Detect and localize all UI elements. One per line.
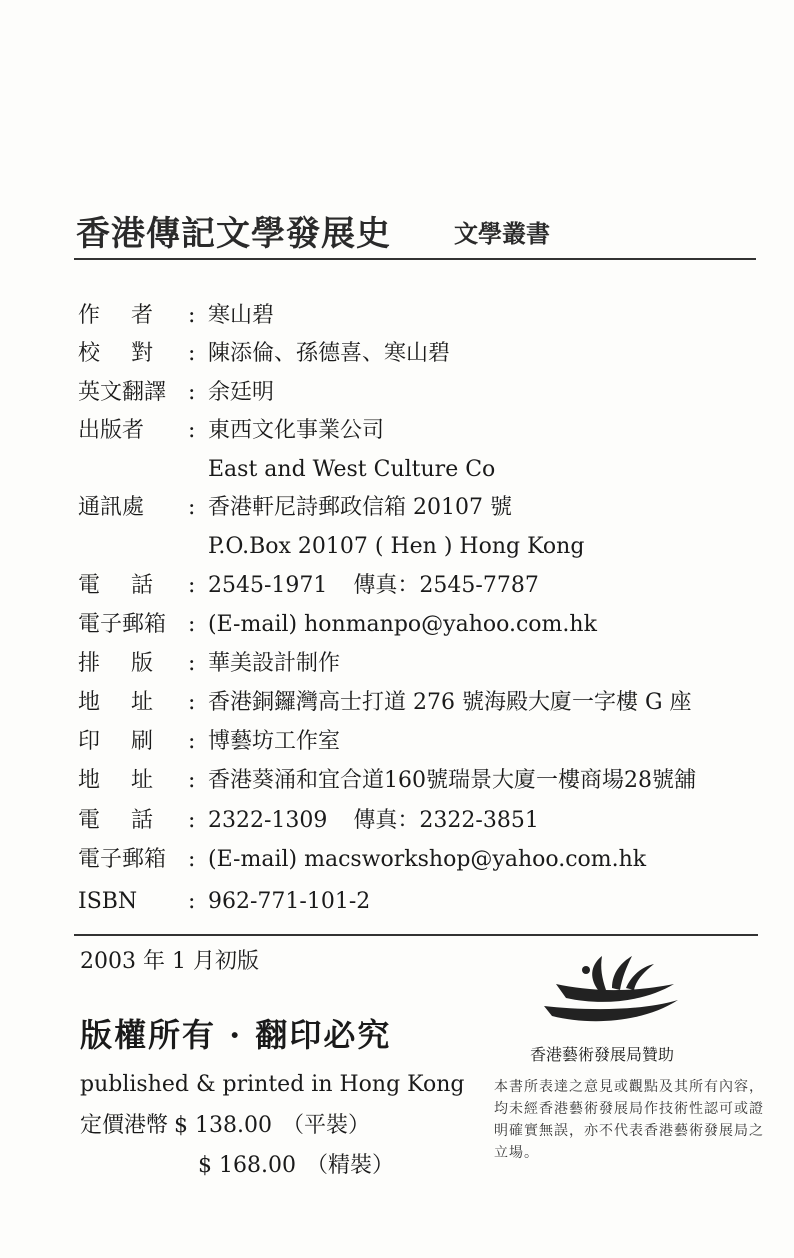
printed-in-line: published & printed in Hong Kong (80, 1072, 465, 1097)
credit-label: 電 話 (78, 573, 165, 598)
colon-separator: : (188, 729, 196, 754)
fax-number: 傳真：2545-7787 (353, 573, 539, 598)
credit-label: 地 址 (78, 690, 165, 715)
credit-value: (E-mail) macsworkshop@yahoo.com.hk (208, 847, 647, 872)
credit-value: 陳添倫、孫德喜、寒山碧 (208, 341, 451, 366)
credit-label: 排 版 (78, 651, 165, 676)
credit-row-address (0, 490, 794, 526)
credit-value: East and West Culture Co (208, 457, 496, 482)
binding-type: （平裝） (281, 1113, 370, 1138)
colon-separator: : (188, 889, 196, 914)
credit-value: 香港軒尼詩郵政信箱 20107 號 (208, 495, 512, 520)
price-amount: $ 168.00 (198, 1153, 296, 1178)
credit-row-address-en (0, 529, 794, 565)
credit-label: 電子郵箱 (78, 612, 167, 637)
price-amount: $ 138.00 (174, 1113, 272, 1138)
hkadc-logo-icon (540, 950, 680, 1030)
credit-row-author (0, 298, 794, 334)
credit-value: 博藝坊工作室 (208, 729, 341, 754)
credit-row-printer (0, 724, 794, 760)
colon-separator: : (188, 612, 196, 637)
credit-label: 印 刷 (78, 729, 165, 754)
edition-line: 2003 年 1 月初版 (80, 949, 259, 974)
title-row (76, 200, 756, 252)
credit-row-typesetting (0, 646, 794, 682)
colon-separator: : (188, 573, 196, 598)
credit-value (208, 568, 539, 604)
colon-separator: : (188, 303, 196, 328)
price-label: 定價港幣 (80, 1113, 169, 1138)
price-paperback (80, 1108, 370, 1139)
credit-value: P.O.Box 20107 ( Hen ) Hong Kong (208, 534, 585, 559)
credit-value: 東西文化事業公司 (208, 418, 385, 443)
credit-row-printer-phone (0, 803, 794, 839)
credit-label: 作 者 (78, 303, 165, 328)
credit-value: 962-771-101-2 (208, 889, 371, 914)
credit-value: 余廷明 (208, 380, 275, 405)
price-hardcover (192, 1148, 394, 1179)
credit-row-publisher-en (0, 452, 794, 488)
colon-separator: : (188, 847, 196, 872)
credit-label: 校 對 (78, 341, 165, 366)
colon-separator: : (188, 495, 196, 520)
colon-separator: : (188, 341, 196, 366)
credit-label: ISBN (78, 889, 138, 914)
credit-value: 華美設計制作 (208, 651, 341, 676)
credit-row-isbn (0, 884, 794, 920)
sponsor-disclaimer: 本書所表達之意見或觀點及其所有內容，均未經香港藝術發展局作技術性認可或證明確實無誤，亦不代表香港藝術發展局之立場。 (494, 1079, 764, 1161)
fax-number: 傳真：2322-3851 (353, 808, 539, 833)
credit-value: (E-mail) honmanpo@yahoo.com.hk (208, 612, 597, 637)
credit-value: 香港銅鑼灣高士打道 276 號海殿大廈一字樓 G 座 (208, 690, 692, 715)
credit-label: 地 址 (78, 768, 165, 793)
credit-label: 電子郵箱 (78, 847, 167, 872)
book-title: 香港傳記文學發展史 (76, 214, 391, 254)
colon-separator: : (188, 808, 196, 833)
credit-value (208, 803, 539, 839)
credit-label: 英文翻譯 (78, 380, 167, 405)
credit-row-translator (0, 375, 794, 411)
phone-number: 2545-1971 (208, 573, 328, 598)
credit-value: 香港葵涌和宜合道160號瑞景大廈一樓商場28號舖 (208, 768, 696, 793)
sponsor-name: 香港藝術發展局贊助 (530, 1045, 675, 1064)
colon-separator: : (188, 690, 196, 715)
credit-row-printer-email (0, 842, 794, 878)
credit-row-publisher (0, 413, 794, 449)
credit-label: 通訊處 (78, 495, 145, 520)
credit-row-phone (0, 568, 794, 604)
credit-label: 出版者 (78, 418, 145, 443)
credit-row-email (0, 607, 794, 643)
bottom-divider (74, 934, 758, 936)
credit-label: 電 話 (78, 808, 165, 833)
top-divider (74, 258, 756, 260)
colon-separator: : (188, 418, 196, 443)
colon-separator: : (188, 651, 196, 676)
colon-separator: : (188, 380, 196, 405)
copyright-notice: 版權所有 · 翻印必究 (80, 1016, 392, 1054)
credit-row-proofreading (0, 336, 794, 372)
phone-number: 2322-1309 (208, 808, 328, 833)
credit-row-typesetting-address (0, 685, 794, 721)
binding-type: （精裝） (305, 1153, 394, 1178)
credit-value: 寒山碧 (208, 303, 275, 328)
credit-row-printer-address (0, 763, 794, 799)
series-name: 文學叢書 (454, 220, 550, 248)
colon-separator: : (188, 768, 196, 793)
